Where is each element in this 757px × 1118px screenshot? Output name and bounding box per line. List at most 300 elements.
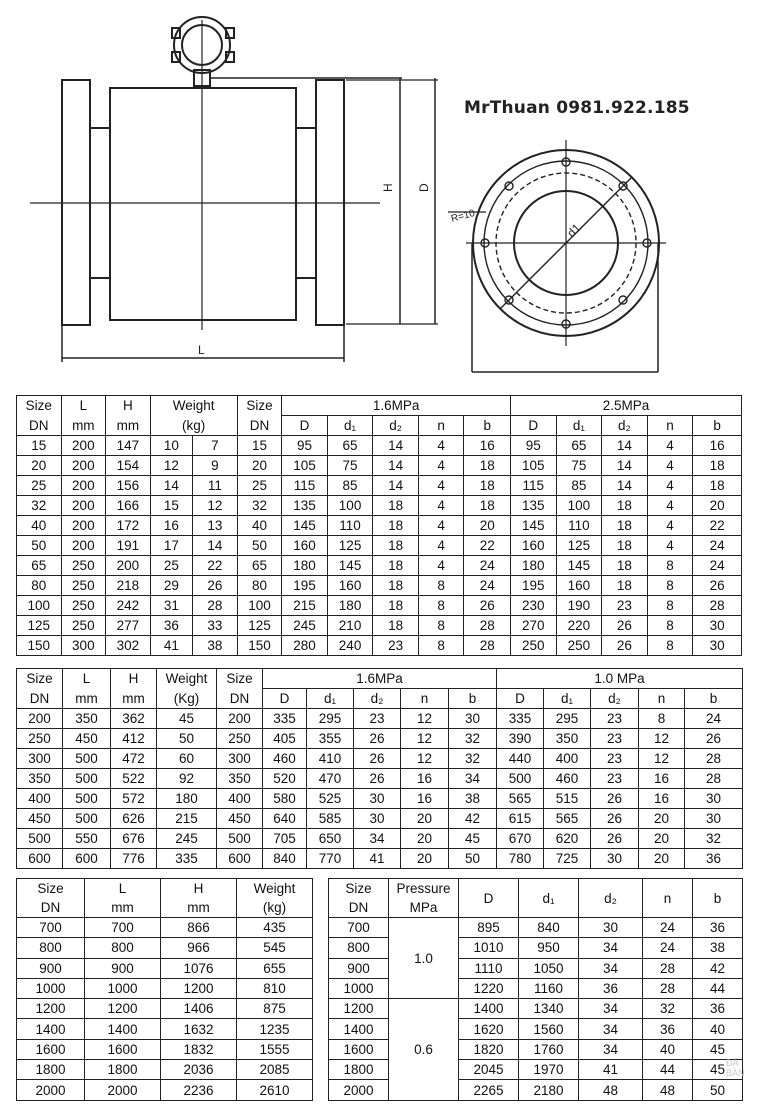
header-cell: H bbox=[111, 669, 157, 689]
table-cell: 30 bbox=[354, 809, 401, 829]
table-cell: 26 bbox=[685, 729, 743, 749]
table-cell: 20 bbox=[639, 809, 685, 829]
table-cell: 15 bbox=[237, 436, 282, 456]
dim-D-label: D bbox=[417, 183, 431, 192]
table-header-row bbox=[17, 669, 743, 689]
table-cell: 900 bbox=[329, 958, 389, 978]
table-cell: 95 bbox=[282, 436, 328, 456]
table-cell: 154 bbox=[106, 456, 151, 476]
table-cell: 600 bbox=[63, 849, 111, 869]
table-cell: 200 bbox=[17, 709, 63, 729]
table-cell: 32 bbox=[449, 749, 497, 769]
table-row bbox=[17, 749, 743, 769]
table-cell: 620 bbox=[544, 829, 591, 849]
table-cell: 8 bbox=[418, 636, 464, 656]
table-cell: 150 bbox=[17, 636, 62, 656]
table-cell: 800 bbox=[17, 938, 85, 958]
table-cell: 95 bbox=[511, 436, 557, 456]
table-cell: 8 bbox=[647, 556, 693, 576]
table-cell: 80 bbox=[17, 576, 62, 596]
table-row bbox=[17, 849, 743, 869]
table-cell: 50 bbox=[17, 536, 62, 556]
dim-d1-label: d1 bbox=[564, 220, 584, 241]
header-cell: mm bbox=[111, 689, 157, 709]
header-cell: mm bbox=[161, 898, 237, 918]
table-cell: 295 bbox=[307, 709, 354, 729]
table-cell: 210 bbox=[327, 616, 373, 636]
header-cell: Pressure bbox=[389, 879, 459, 899]
table-cell: 85 bbox=[556, 476, 602, 496]
table-cell: 350 bbox=[217, 769, 263, 789]
header-cell: b bbox=[693, 416, 742, 436]
table-cell: 250 bbox=[17, 729, 63, 749]
table-cell: 900 bbox=[17, 958, 85, 978]
table-cell: 640 bbox=[263, 809, 307, 829]
table-cell: 1000 bbox=[17, 978, 85, 998]
contact-phone: MrThuan 0981.922.185 bbox=[464, 98, 690, 118]
table-row bbox=[17, 1080, 313, 1100]
table-cell: 2610 bbox=[237, 1080, 313, 1100]
table-cell: 26 bbox=[591, 809, 639, 829]
header-cell: D bbox=[282, 416, 328, 436]
table-cell: 335 bbox=[497, 709, 544, 729]
table-row bbox=[17, 978, 313, 998]
table-row bbox=[17, 829, 743, 849]
table-cell: 300 bbox=[17, 749, 63, 769]
table-cell: 500 bbox=[63, 769, 111, 789]
table-cell: 32 bbox=[17, 496, 62, 516]
table-cell: 1076 bbox=[161, 958, 237, 978]
table-cell: 26 bbox=[602, 636, 648, 656]
table-cell: 26 bbox=[354, 749, 401, 769]
table-cell: 40 bbox=[643, 1039, 693, 1059]
table-cell: 650 bbox=[307, 829, 354, 849]
table-header-row bbox=[17, 396, 742, 416]
table-cell: 32 bbox=[449, 729, 497, 749]
header-cell: DN bbox=[17, 416, 62, 436]
table-row bbox=[17, 1039, 313, 1059]
header-cell: MPa bbox=[389, 898, 459, 918]
table-header-row bbox=[17, 689, 743, 709]
table-cell: 1620 bbox=[459, 1019, 519, 1039]
table-cell: 18 bbox=[373, 536, 419, 556]
table-cell: 18 bbox=[373, 516, 419, 536]
table-cell: 14 bbox=[373, 476, 419, 496]
table-cell: 8 bbox=[418, 596, 464, 616]
table-cell: 24 bbox=[464, 556, 511, 576]
header-cell: DN bbox=[329, 898, 389, 918]
table-cell: 500 bbox=[217, 829, 263, 849]
table-row bbox=[329, 918, 743, 938]
table-cell: 410 bbox=[307, 749, 354, 769]
table-cell: 17 bbox=[150, 536, 193, 556]
table-row bbox=[17, 476, 742, 496]
table-cell: 412 bbox=[111, 729, 157, 749]
table-cell: 24 bbox=[693, 556, 742, 576]
dimension-table-dn700-2000 bbox=[16, 878, 313, 1101]
table-cell: 2045 bbox=[459, 1060, 519, 1080]
table-cell: 1400 bbox=[85, 1019, 161, 1039]
table-cell: 1000 bbox=[329, 978, 389, 998]
header-cell: D bbox=[511, 416, 557, 436]
table-cell: 24 bbox=[464, 576, 511, 596]
table-cell: 160 bbox=[556, 576, 602, 596]
table-cell: 450 bbox=[217, 809, 263, 829]
header-cell: d₂ bbox=[373, 416, 419, 436]
table-cell: 30 bbox=[354, 789, 401, 809]
table-cell: 615 bbox=[497, 809, 544, 829]
table-cell: 18 bbox=[602, 496, 648, 516]
table-row bbox=[17, 556, 742, 576]
table-cell: 147 bbox=[106, 436, 151, 456]
table-cell: 13 bbox=[193, 516, 238, 536]
table-cell: 100 bbox=[327, 496, 373, 516]
table-cell: 20 bbox=[639, 829, 685, 849]
radius-label: R=10 bbox=[449, 208, 477, 225]
table-cell: 8 bbox=[639, 709, 685, 729]
table-cell: 26 bbox=[354, 729, 401, 749]
table-header-row bbox=[17, 879, 313, 899]
table-cell: 50 bbox=[237, 536, 282, 556]
table-row bbox=[17, 576, 742, 596]
header-cell: b bbox=[464, 416, 511, 436]
table-cell: 12 bbox=[193, 496, 238, 516]
header-cell: 1.6MPa bbox=[282, 396, 511, 416]
table-cell: 28 bbox=[643, 958, 693, 978]
table-cell: 32 bbox=[643, 999, 693, 1019]
table-cell: 40 bbox=[693, 1019, 743, 1039]
table-cell: 28 bbox=[464, 636, 511, 656]
table-cell: 26 bbox=[602, 616, 648, 636]
table-cell: 30 bbox=[591, 849, 639, 869]
table-cell: 25 bbox=[150, 556, 193, 576]
table-cell: 676 bbox=[111, 829, 157, 849]
header-cell: Size bbox=[329, 879, 389, 899]
table-cell: 500 bbox=[63, 749, 111, 769]
table-cell: 30 bbox=[685, 789, 743, 809]
table-row bbox=[17, 596, 742, 616]
header-cell: n bbox=[418, 416, 464, 436]
table-cell: 24 bbox=[685, 709, 743, 729]
table-cell: 45 bbox=[693, 1060, 743, 1080]
table-cell: 34 bbox=[579, 938, 643, 958]
table-cell: 4 bbox=[418, 436, 464, 456]
table-cell: 24 bbox=[693, 536, 742, 556]
table-cell: 30 bbox=[449, 709, 497, 729]
table-cell: 1832 bbox=[161, 1039, 237, 1059]
table-cell: 125 bbox=[556, 536, 602, 556]
table-cell: 34 bbox=[579, 999, 643, 1019]
table-cell: 4 bbox=[418, 476, 464, 496]
table-cell: 30 bbox=[685, 809, 743, 829]
table-cell: 335 bbox=[263, 709, 307, 729]
header-cell: DN bbox=[237, 416, 282, 436]
table-cell: 218 bbox=[106, 576, 151, 596]
dim-H-label: H bbox=[381, 183, 395, 192]
table-cell: 1970 bbox=[519, 1060, 579, 1080]
table-cell: 150 bbox=[237, 636, 282, 656]
table-cell: 44 bbox=[643, 1060, 693, 1080]
table-cell: 200 bbox=[61, 456, 106, 476]
table-row bbox=[17, 456, 742, 476]
table-cell: 65 bbox=[327, 436, 373, 456]
table-cell: 500 bbox=[63, 809, 111, 829]
table-cell: 30 bbox=[693, 636, 742, 656]
table-row bbox=[17, 809, 743, 829]
table-cell: 14 bbox=[150, 476, 193, 496]
table-cell: 125 bbox=[17, 616, 62, 636]
table-cell: 4 bbox=[418, 556, 464, 576]
table-row bbox=[17, 918, 313, 938]
table-cell: 8 bbox=[647, 576, 693, 596]
table-cell: 12 bbox=[639, 749, 685, 769]
table-cell: 16 bbox=[639, 789, 685, 809]
table-cell: 44 bbox=[693, 978, 743, 998]
header-cell: 1.6MPa bbox=[263, 669, 497, 689]
table-cell: 4 bbox=[418, 456, 464, 476]
header-cell: d₁ bbox=[556, 416, 602, 436]
table-cell: 4 bbox=[418, 536, 464, 556]
table-cell: 1000 bbox=[85, 978, 161, 998]
table-cell: 110 bbox=[556, 516, 602, 536]
table-cell: 28 bbox=[643, 978, 693, 998]
table-cell: 1050 bbox=[519, 958, 579, 978]
table-cell: 8 bbox=[647, 596, 693, 616]
table-cell: 25 bbox=[17, 476, 62, 496]
table-cell: 145 bbox=[511, 516, 557, 536]
table-cell: 20 bbox=[401, 829, 449, 849]
table-cell: 215 bbox=[157, 809, 217, 829]
table-cell: 100 bbox=[237, 596, 282, 616]
table-cell: 20 bbox=[401, 809, 449, 829]
table-cell: 31 bbox=[150, 596, 193, 616]
table-cell: 776 bbox=[111, 849, 157, 869]
table-cell: 875 bbox=[237, 999, 313, 1019]
header-cell: DN bbox=[217, 689, 263, 709]
table-cell: 362 bbox=[111, 709, 157, 729]
table-cell: 29 bbox=[150, 576, 193, 596]
header-cell: n bbox=[643, 879, 693, 918]
table-cell: 16 bbox=[693, 436, 742, 456]
table-cell: 18 bbox=[693, 456, 742, 476]
table-cell: 700 bbox=[17, 918, 85, 938]
table-cell: 280 bbox=[282, 636, 328, 656]
table-cell: 11 bbox=[193, 476, 238, 496]
table-cell: 14 bbox=[602, 476, 648, 496]
header-cell: d₁ bbox=[307, 689, 354, 709]
table-cell: 520 bbox=[263, 769, 307, 789]
table-cell: 525 bbox=[307, 789, 354, 809]
watermark-text: ĐÃ BÁN bbox=[726, 1058, 745, 1078]
table-cell: 250 bbox=[61, 596, 106, 616]
table-row bbox=[329, 999, 743, 1019]
table-cell: 100 bbox=[17, 596, 62, 616]
table-cell: 26 bbox=[354, 769, 401, 789]
table-row bbox=[17, 769, 743, 789]
table-cell: 600 bbox=[217, 849, 263, 869]
table-cell: 14 bbox=[193, 536, 238, 556]
table-cell: 500 bbox=[497, 769, 544, 789]
table-cell: 16 bbox=[401, 769, 449, 789]
table-cell: 780 bbox=[497, 849, 544, 869]
table-cell: 38 bbox=[693, 938, 743, 958]
table-cell: 18 bbox=[602, 516, 648, 536]
header-cell: Weight bbox=[150, 396, 237, 416]
header-cell: mm bbox=[63, 689, 111, 709]
header-cell: 2.5MPa bbox=[511, 396, 742, 416]
table-cell: 180 bbox=[282, 556, 328, 576]
table-cell: 50 bbox=[693, 1080, 743, 1100]
table-cell: 125 bbox=[327, 536, 373, 556]
table-cell: 25 bbox=[237, 476, 282, 496]
table-cell: 1632 bbox=[161, 1019, 237, 1039]
table-cell: 34 bbox=[354, 829, 401, 849]
table-cell: 14 bbox=[602, 456, 648, 476]
table-cell: 200 bbox=[106, 556, 151, 576]
spec-table-dn15-150 bbox=[16, 395, 742, 656]
table-cell: 9 bbox=[193, 456, 238, 476]
table-cell: 1800 bbox=[17, 1060, 85, 1080]
table-cell: 195 bbox=[282, 576, 328, 596]
table-cell: 215 bbox=[282, 596, 328, 616]
table-cell: 23 bbox=[373, 636, 419, 656]
table-cell: 18 bbox=[373, 596, 419, 616]
table-cell: 1200 bbox=[329, 999, 389, 1019]
table-cell: 145 bbox=[282, 516, 328, 536]
table-cell: 18 bbox=[373, 496, 419, 516]
table-cell: 20 bbox=[237, 456, 282, 476]
table-cell: 160 bbox=[327, 576, 373, 596]
table-header-row bbox=[17, 416, 742, 436]
table-cell: 60 bbox=[157, 749, 217, 769]
table-cell: 626 bbox=[111, 809, 157, 829]
header-cell: D bbox=[497, 689, 544, 709]
table-cell: 26 bbox=[693, 576, 742, 596]
table-cell: 16 bbox=[150, 516, 193, 536]
table-row bbox=[17, 999, 313, 1019]
table-cell: 36 bbox=[579, 978, 643, 998]
table-cell: 240 bbox=[327, 636, 373, 656]
table-cell: 24 bbox=[643, 938, 693, 958]
header-cell: n bbox=[639, 689, 685, 709]
table-cell: 300 bbox=[61, 636, 106, 656]
table-cell: 28 bbox=[193, 596, 238, 616]
table-cell: 15 bbox=[150, 496, 193, 516]
table-cell: 28 bbox=[693, 596, 742, 616]
table-cell: 4 bbox=[647, 476, 693, 496]
table-cell: 245 bbox=[157, 829, 217, 849]
table-cell: 350 bbox=[17, 769, 63, 789]
table-cell: 23 bbox=[591, 769, 639, 789]
table-cell: 770 bbox=[307, 849, 354, 869]
table-cell: 230 bbox=[511, 596, 557, 616]
table-cell: 1400 bbox=[459, 999, 519, 1019]
table-row bbox=[17, 729, 743, 749]
table-cell: 470 bbox=[307, 769, 354, 789]
header-cell: d₁ bbox=[327, 416, 373, 436]
table-cell: 26 bbox=[464, 596, 511, 616]
table-cell: 20 bbox=[17, 456, 62, 476]
meter-body bbox=[110, 88, 296, 320]
table-cell: 1110 bbox=[459, 958, 519, 978]
table-row bbox=[17, 536, 742, 556]
table-cell: 22 bbox=[464, 536, 511, 556]
table-cell: 115 bbox=[511, 476, 557, 496]
table-cell: 800 bbox=[85, 938, 161, 958]
table-cell: 545 bbox=[237, 938, 313, 958]
table-cell: 12 bbox=[639, 729, 685, 749]
table-cell: 18 bbox=[464, 476, 511, 496]
table-cell: 105 bbox=[511, 456, 557, 476]
table-cell: 725 bbox=[544, 849, 591, 869]
table-cell: 190 bbox=[556, 596, 602, 616]
table-cell: 75 bbox=[327, 456, 373, 476]
table-cell: 4 bbox=[647, 516, 693, 536]
table-cell: 125 bbox=[237, 616, 282, 636]
table-cell: 1600 bbox=[329, 1039, 389, 1059]
table-cell: 4 bbox=[418, 516, 464, 536]
header-cell: H bbox=[161, 879, 237, 899]
header-cell: d₁ bbox=[544, 689, 591, 709]
table-row bbox=[17, 789, 743, 809]
table-cell: 36 bbox=[693, 999, 743, 1019]
table-row bbox=[17, 436, 742, 456]
table-cell: 472 bbox=[111, 749, 157, 769]
table-cell: 28 bbox=[464, 616, 511, 636]
table-cell: 40 bbox=[237, 516, 282, 536]
table-cell: 160 bbox=[511, 536, 557, 556]
table-cell: 100 bbox=[556, 496, 602, 516]
header-cell: L bbox=[61, 396, 106, 416]
table-cell: 500 bbox=[63, 789, 111, 809]
table-cell: 65 bbox=[237, 556, 282, 576]
table-cell: 30 bbox=[693, 616, 742, 636]
table-cell: 20 bbox=[464, 516, 511, 536]
table-cell: 350 bbox=[63, 709, 111, 729]
table-cell: 400 bbox=[544, 749, 591, 769]
table-cell: 1235 bbox=[237, 1019, 313, 1039]
table-cell: 585 bbox=[307, 809, 354, 829]
table-cell: 34 bbox=[579, 1019, 643, 1039]
table-cell: 18 bbox=[693, 476, 742, 496]
table-cell: 12 bbox=[401, 709, 449, 729]
flange-table-dn700-2000 bbox=[328, 878, 743, 1101]
table-cell: 450 bbox=[63, 729, 111, 749]
header-cell: Size bbox=[217, 669, 263, 689]
table-cell: 250 bbox=[61, 556, 106, 576]
table-cell: 4 bbox=[647, 536, 693, 556]
header-cell: d₂ bbox=[579, 879, 643, 918]
table-cell: 565 bbox=[544, 809, 591, 829]
table-cell: 4 bbox=[647, 496, 693, 516]
table-cell: 65 bbox=[556, 436, 602, 456]
table-cell: 36 bbox=[150, 616, 193, 636]
table-cell: 600 bbox=[17, 849, 63, 869]
header-cell: DN bbox=[17, 689, 63, 709]
table-cell: 12 bbox=[401, 729, 449, 749]
table-cell: 200 bbox=[61, 496, 106, 516]
table-cell: 180 bbox=[327, 596, 373, 616]
table-cell: 1820 bbox=[459, 1039, 519, 1059]
table-cell: 2000 bbox=[329, 1080, 389, 1100]
table-cell: 156 bbox=[106, 476, 151, 496]
table-cell: 1200 bbox=[161, 978, 237, 998]
table-cell: 810 bbox=[237, 978, 313, 998]
table-cell: 23 bbox=[602, 596, 648, 616]
table-cell: 1555 bbox=[237, 1039, 313, 1059]
table-cell: 38 bbox=[449, 789, 497, 809]
table-cell: 250 bbox=[511, 636, 557, 656]
